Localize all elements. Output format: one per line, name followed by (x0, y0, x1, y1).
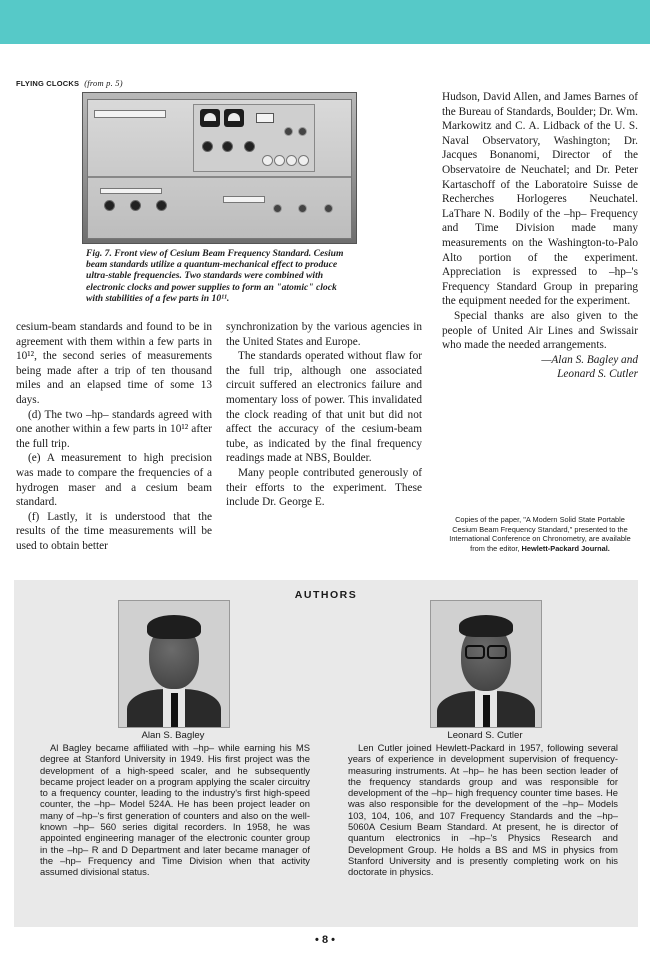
text-column-1 (16, 320, 212, 554)
signature-line-1: —Alan S. Bagley and (541, 353, 638, 366)
instrument-front-panel (87, 99, 352, 239)
top-color-band (0, 0, 650, 44)
author-bio-left (40, 742, 310, 878)
bio-text: Al Bagley became affiliated with –hp– while earning his MS degree at Stanford University in 1949. His first project was the development of a high-speed scaler, and he subsequently became project leader on a program applying the scaler circuitry to a frequency counter, leading to the industry's first high-speed counter, the –hp– Model 524A. He has been project leader on many of –hp–'s first generation of counters and also on the well-known –hp– 560 series digital recorders. In 1958, he was appointed engineering manager of the electronic counter group in the –hp– R and D Department and later became manager of the –hp– Frequency and Time Division when that activity assumed divisional status. (40, 742, 310, 878)
paragraph: cesium-beam standards and found to be in agreement with them within a few parts in 10¹², the second series of measurements being made after a trip of ten thousand miles and an elapsed time of some 13 days. (16, 321, 212, 406)
knob-icon (244, 141, 255, 152)
portrait-alan-bagley (118, 600, 230, 728)
paragraph: (d) The two –hp– standards agreed with one another within a few parts in 10¹² after the full trip. (16, 408, 212, 450)
instrument-nameplate (94, 110, 166, 118)
reprint-note (442, 515, 638, 553)
counter-window (256, 113, 274, 123)
button-icon (262, 155, 273, 166)
reprint-note-text: Copies of the paper, "A Modern Solid State Portable Cesium Beam Frequency Standard," presented to the International Conference on Chronometry, are available from the editor, (449, 515, 631, 553)
page-number: • 8 • (315, 934, 335, 946)
paragraph: Special thanks are also given to the people of United Air Lines and Swissair who made the needed arrangements. (442, 309, 638, 352)
running-head-continuation: (from p. 5) (84, 78, 123, 88)
author-name-left: Alan S. Bagley (141, 730, 205, 741)
knob-icon (104, 200, 115, 211)
knob-icon (130, 200, 141, 211)
paragraph: Hudson, David Allen, and James Barnes of the Bureau of Standards, Boulder; Dr. Wm. Markowitz and C. A. Lidback of the U. S. Naval Observatory, Washington; Dr. Jacques Bonanomi, Director of the Observatoire de Neuchatel; and Dr. Peter Kartaschoff of the Laboratoire Suisse de Recherches Horlogeres Neuchatel. LaThare N. Bodily of the –hp– Frequency and Time Division made many measurements on the Washington-to-Palo Alto portion of the experiment. Appreciation is expressed to –hp–'s Frequency Standard Group in preparing the equipment needed for the experiment. (442, 91, 638, 308)
paragraph: (e) A measurement to high precision was made to compare the frequencies of a hydrogen maser and a cesium beam standard. (16, 452, 212, 509)
button-icon (274, 155, 285, 166)
knob-icon (202, 141, 213, 152)
button-icon (286, 155, 297, 166)
jack-icon (324, 204, 333, 213)
panel-label-strip (223, 196, 265, 203)
jack-icon (298, 127, 307, 136)
paragraph: Many people contributed generously of their efforts to the experiment. These include Dr. George E. (226, 466, 422, 509)
reprint-note-journal: Hewlett-Packard Journal. (521, 543, 610, 553)
paragraph: synchronization by the various agencies in the United States and Europe. (226, 321, 422, 348)
knob-icon (156, 200, 167, 211)
jack-icon (284, 127, 293, 136)
panel-label-strip (100, 188, 162, 194)
paragraph: (f) Lastly, it is understood that the results of the time measurements will be used to obtain better (16, 510, 212, 552)
signature (442, 353, 638, 382)
bio-text: Len Cutler joined Hewlett-Packard in 1957, following several years of experience in development supervision of frequency-measuring instruments. At –hp– he has been section leader of the frequency standards group and was responsible for development of the –hp– high frequency counter time bases. He was also responsible for the development of the –hp– Models 103, 104, 106, and 107 Frequency Standards and the –hp– 5060A Cesium Beam Standard. At present, he is director of quantum electronics in –hp–'s Physics Research and Development Group. He holds a BS and MS in physics from Stanford University and is presently completing work on his doctorate in physics. (348, 742, 618, 878)
meter-left-icon (200, 109, 220, 127)
jack-icon (298, 204, 307, 213)
jack-icon (273, 204, 282, 213)
figure-caption: Fig. 7. Front view of Cesium Beam Frequency Standard. Cesium beam standards utilize a quantum-mechanical effect to produce ultra-stable frequencies. Two standards were combined with electronic clocks and power supplies to form an "atomic" clock with stabilities of a few parts in 10¹¹. (86, 248, 344, 304)
authors-heading: AUTHORS (294, 589, 358, 601)
running-head-title: FLYING CLOCKS (16, 79, 80, 88)
instrument-upper-panel (88, 100, 351, 178)
running-head (16, 78, 123, 88)
signature-line-2: Leonard S. Cutler (557, 368, 638, 381)
paragraph: The standards operated without flaw for the full trip, although one associated circuit suffered an electronics failure and momentary loss of power. This invalidated the clock reading of that unit but did not affect the accuracy of the cesium-beam tube, as indicated by the final frequency readings made at NBS, Boulder. (226, 350, 422, 465)
authors-section (14, 580, 638, 927)
portrait-leonard-cutler (430, 600, 542, 728)
text-column-3 (442, 90, 638, 382)
knob-icon (222, 141, 233, 152)
figure-7-photo (82, 92, 357, 244)
meter-right-icon (224, 109, 244, 127)
author-bio-right (348, 742, 618, 878)
text-column-2 (226, 320, 422, 510)
author-name-right: Leonard S. Cutler (447, 730, 523, 741)
instrument-control-panel (193, 104, 315, 172)
button-icon (298, 155, 309, 166)
